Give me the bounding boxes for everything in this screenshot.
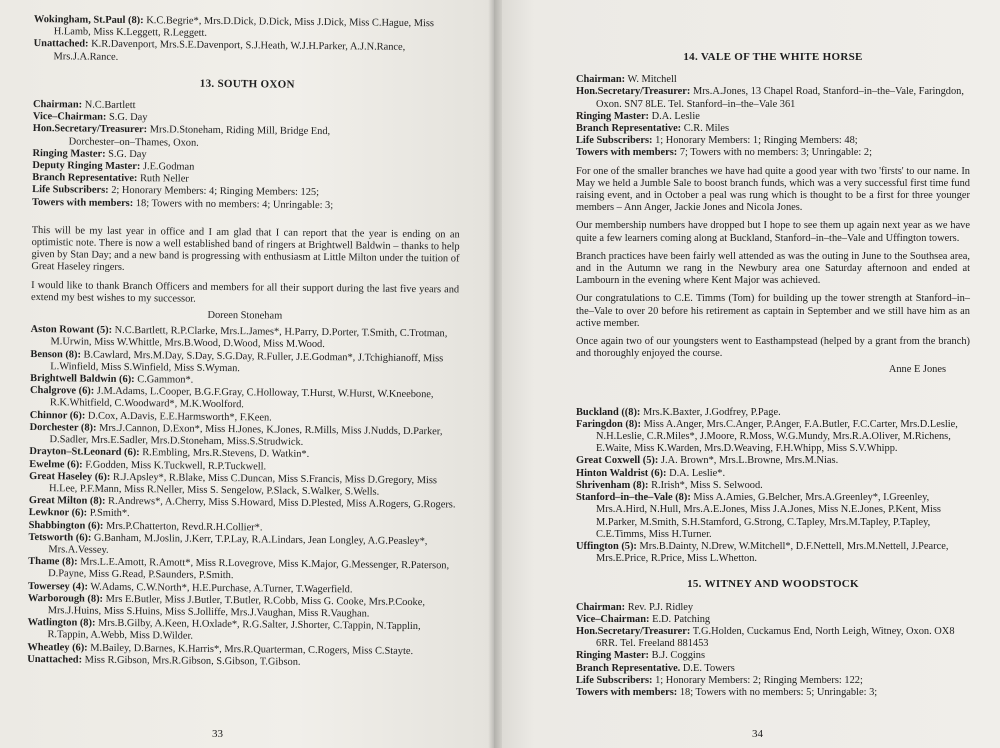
- officer-line: Life Subscribers: 2; Honorary Members: 4; Ringing Members: 125;: [32, 184, 320, 199]
- tower-list: [27, 324, 459, 670]
- section-title: 14. VALE OF THE WHITE HORSE: [683, 51, 863, 63]
- section-title: 15. WITNEY AND WOODSTOCK: [687, 578, 859, 591]
- tower-entry: Brightwell Baldwin (6): C.Gammon*.: [30, 373, 194, 386]
- officer-line: Branch Representative: C.R. Miles: [576, 123, 730, 135]
- tower-entry: Buckland ((8): Mrs.K.Baxter, J.Godfrey, P.Page.: [576, 406, 781, 418]
- tower-entry: Chalgrove (6): J.M.Adams, L.Cooper, B.G.F.Gray, C.Holloway, T.Hurst, W.Hurst, W.Kneebone, R.K.Whitfield, C.Woodward*, M.K.Woolford.: [29, 385, 434, 411]
- report-paragraph: Once again two of our youngsters went to Easthampstead (helped by a grant from the branch) and thoroughly enjoyed the course.: [576, 336, 970, 360]
- report-paragraph: Our congratulations to C.E. Timms (Tom) for building up the tower strength at Stanford–in–the–Vale to over 20 before his retirement as captain in September and we still have him as an active member.: [576, 293, 970, 329]
- officer-line: Branch Representative: Ruth Neller: [32, 172, 189, 185]
- officers-list: [576, 74, 970, 159]
- tower-entry: Shabbington (6): Mrs.P.Chatterton, Revd.R.H.Collier*.: [28, 519, 263, 533]
- right-page-content: [576, 38, 970, 699]
- officer-line: Chairman: Rev. P.J. Ridley: [576, 601, 694, 613]
- book-gutter: [488, 0, 502, 748]
- officer-line: Branch Representative. D.E. Towers: [576, 662, 735, 674]
- officer-line: Deputy Ringing Master: J.E.Godman: [32, 160, 195, 173]
- officer-line: Life Subscribers: 1; Honorary Members: 1; Ringing Members: 48;: [576, 135, 858, 147]
- tower-entry: Hinton Waldrist (6): D.A. Leslie*.: [576, 467, 726, 479]
- tower-entry: Great Coxwell (5): J.A. Brown*, Mrs.L.Browne, Mrs.M.Nias.: [576, 455, 839, 467]
- tower-entry: Uffington (5): Mrs.B.Dainty, N.Drew, W.Mitchell*, D.F.Nettell, Mrs.M.Nettell, J.Pearce, Mrs.E.Price, R.Price, Miss L.Whetton.: [576, 540, 949, 565]
- tower-entry: Shrivenham (8): R.Irish*, Miss S. Selwood.: [576, 479, 763, 491]
- officer-line: Chairman: N.C.Bartlett: [32, 99, 136, 112]
- report-paragraph: Our membership numbers have dropped but I hope to see them up again next year as we have quite a few learners coming along at Buckland, Stanford–in–the–Vale and Uffington towers.: [576, 220, 970, 244]
- tower-list: [576, 407, 970, 566]
- officer-line: Ringing Master: B.J. Coggins: [576, 650, 706, 662]
- report-signature: Anne E Jones: [888, 364, 946, 376]
- tower-entry: Faringdon (8): Miss A.Anger, Mrs.C.Anger, P.Anger, F.A.Butler, F.C.Carter, Mrs.D.Leslie, N.H.Leslie, C.R.Miles*, J.Moore, R.Moss, W.G.Mundy, Mrs.R.A.Oliver, M.Richens, E.Waite, Miss K.Warden, Mrs.D.Weaving, F.H.Whipp, Miss S.V.Whipp.: [576, 418, 958, 455]
- left-page-content: [27, 14, 462, 670]
- officer-line: Vice–Chairman: E.D. Patching: [576, 613, 711, 625]
- tower-entry: Unattached: K.R.Davenport, Mrs.S.E.Davenport, S.J.Heath, W.J.H.Parker, A.J.N.Rance, Mrs.J.A.Rance.: [33, 38, 406, 63]
- officer-line: Towers with members: 18; Towers with no members: 4; Unringable: 3;: [31, 196, 334, 211]
- tower-entry: Stanford–in–the–Vale (8): Miss A.Amies, G.Belcher, Mrs.A.Greenley*, I.Greenley, Mrs.A.Hird, N.Hull, Mrs.A.E.Jones, Miss J.A.Jones, Miss N.E.Jones, P.Kent, Miss M.Parker, M.Smith, S.H.Stamford, G.Strong, C.Tapley, Mrs.M.Tapley, P.Tapley, C.E.Timms, Miss H.Turner.: [576, 492, 941, 540]
- tower-entry: Aston Rowant (5): N.C.Bartlett, R.P.Clarke, Mrs.L.James*, H.Parry, D.Porter, T.Smith, C.Trotman, M.Urwin, Miss W.Whittle, Mrs.B.Wood, D.Wood, Miss M.Wood.: [30, 324, 448, 351]
- report-signature: Doreen Stoneham: [207, 309, 283, 322]
- tower-entry: Towersey (4): W.Adams, C.W.North*, H.E.Purchase, A.Turner, T.Wagerfield.: [27, 580, 353, 595]
- page-number: 34: [752, 728, 763, 740]
- tower-entry: Great Milton (8): R.Andrews*, A.Cherry, Miss S.Howard, Miss D.Plested, Miss A.Rogers, G.Rogers.: [28, 495, 456, 511]
- tower-entry: Thame (8): Mrs.L.E.Amott, R.Amott*, Miss R.Lovegrove, Miss K.Major, G.Messenger, R.Paterson, D.Payne, Miss G.Read, P.Saunders, P.Smith.: [28, 556, 450, 582]
- tower-entry: Great Haseley (6): R.J.Apsley*, R.Blake, Miss C.Duncan, Miss S.Francis, Miss D.Gregory, Miss H.Lee, P.F.Mann, Miss R.Neller, Miss S. Sengelow, P.Slack, S.Walker, S.Wells.: [29, 470, 438, 498]
- officer-line: Towers with members: 7; Towers with no members: 3; Unringable: 2;: [576, 147, 872, 159]
- tower-entry: Wokingham, St.Paul (8): K.C.Begrie*, Mrs.D.Dick, D.Dick, Miss J.Dick, Miss C.Hague, Miss H.Lamb, Miss K.Leggett, R.Leggett.: [33, 14, 435, 40]
- officer-line: Ringing Master: S.G. Day: [32, 147, 147, 161]
- tower-entry: Drayton–St.Leonard (6): R.Embling, Mrs.R.Stevens, D. Watkin*.: [29, 446, 310, 461]
- officer-line: Ringing Master: D.A. Leslie: [576, 110, 700, 122]
- tower-entry: Warborough (8): Mrs E.Butler, Miss J.Butler, T.Butler, R.Cobb, Miss G. Cooke, Mrs.P.Cooke, Mrs.J.Huins, Miss S.Huins, Miss S.Jolliffe, Mrs.J.Vaughan, Miss R.Vaughan.: [27, 592, 426, 620]
- officer-line: Vice–Chairman: S.G. Day: [32, 111, 148, 124]
- report-paragraph: I would like to thank Branch Officers and members for all their support during the last five years and extend my best wishes to my successor.: [30, 279, 460, 305]
- officers-list: [576, 602, 970, 700]
- officer-line: Hon.Secretary/Treasurer: Mrs.A.Jones, 13 Chapel Road, Stanford–in–the–Vale, Faringdon, Oxon. SN7 8LE. Tel. Stanford–in–the–Vale 361: [576, 86, 964, 110]
- officer-line: Life Subscribers: 1; Honorary Members: 2; Ringing Members: 122;: [576, 674, 863, 686]
- officer-line: Towers with members: 18; Towers with no members: 5; Unringable: 3;: [576, 686, 878, 698]
- tower-entry: Wheatley (6): M.Bailey, D.Barnes, K.Harris*, Mrs.R.Quarterman, C.Rogers, Miss C.Stayte.: [27, 641, 414, 657]
- report-paragraph: Branch practices have been fairly well attended as was the outing in June to the Southsea area, and in the Autumn we rang in the Newbury area one Saturday afternoon and ended at Lambourn in the evening where Kent Major was achieved.: [576, 250, 970, 287]
- tower-entry: Dorchester (8): Mrs.J.Cannon, D.Exon*, Miss H.Jones, K.Jones, R.Mills, Miss J.Nudds, D.Parker, D.Sadler, Mrs.E.Sadler, Mrs.D.Stoneham, Miss.S.Strudwick.: [29, 421, 443, 448]
- officer-line: Chairman: W. Mitchell: [576, 74, 677, 86]
- officers-list: [32, 99, 461, 213]
- report-paragraph: For one of the smaller branches we have had quite a good year with two 'firsts' to our name. In May we held a Jumble Sale to boost branch funds, which was a very successful first time fund raising event, and in October a peal was rung which is thought to be a first for three younger members – Ann Anger, Jackie Jones and Nicola Jones.: [576, 165, 970, 214]
- tower-entry: Ewelme (6): F.Godden, Miss K.Tuckwell, R.P.Tuckwell.: [29, 458, 267, 472]
- tower-entry: Unattached: Miss R.Gibson, Mrs.R.Gibson, S.Gibson, T.Gibson.: [27, 653, 301, 668]
- spacer: [576, 377, 970, 407]
- officer-line: Hon.Secretary/Treasurer: T.G.Holden, Cuckamus End, North Leigh, Witney, Oxon. OX8 6RR. Tel. Freeland 881453: [576, 625, 955, 650]
- tower-entry: Lewknor (6): P.Smith*.: [28, 507, 130, 520]
- officer-line-cont: Dorchester–on–Thames, Oxon.: [68, 135, 199, 149]
- report-paragraph: This will be my last year in office and I am glad that I can report that the year is ending on an optimistic note. There is now a well established band of ringers at Brightwell Baldwin – thanks to help given by Stan Day; and a new band is progressing with enthusiasm at Little Milton under the tuition of Great Haseley ringers.: [31, 224, 460, 274]
- tower-entry: Benson (8): B.Cawlard, Mrs.M.Day, S.Day, S.G.Day, R.Fuller, J.E.Godman*, J.Tchighianoff, Miss L.Winfield, Miss S.Winfield, Miss S.Wyman.: [30, 348, 444, 375]
- page-number: 33: [212, 728, 223, 740]
- tower-entry: Tetsworth (6): G.Banham, M.Joslin, J.Kerr, T.P.Lay, R.A.Lindars, Jean Longley, A.G.Peasley*, Mrs.A.Vessey.: [28, 531, 428, 556]
- officer-line: Hon.Secretary/Treasurer: Mrs.D.Stoneham, Riding Mill, Bridge End,: [32, 123, 331, 138]
- tower-entry: Chinnor (6): D.Cox, A.Davis, E.E.Harmsworth*, F.Keen.: [29, 409, 272, 424]
- right-page: [494, 0, 1000, 748]
- left-page: [0, 0, 494, 748]
- tower-entry: Watlington (8): Mrs.B.Gilby, A.Keen, H.Oxlade*, R.G.Salter, J.Shorter, C.Tappin, N.Tapplin, R.Tappin, A.Webb, Miss D.Wilder.: [27, 617, 421, 643]
- section-title: 13. SOUTH OXON: [199, 77, 295, 91]
- top-towers: [33, 14, 461, 67]
